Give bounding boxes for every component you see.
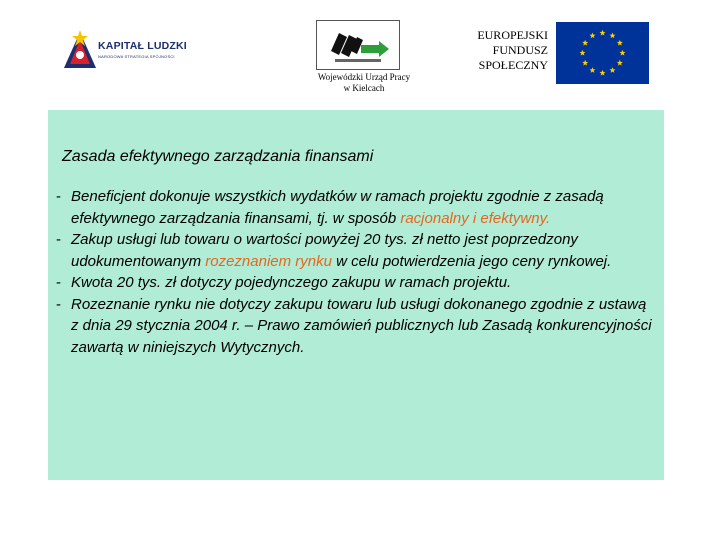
wup-logo xyxy=(316,20,400,70)
list-dash: - xyxy=(56,188,61,205)
list-item xyxy=(56,186,656,229)
eu-flag-icon xyxy=(556,22,649,84)
item-text: Rozeznanie rynku nie dotyczy zakupu towaru lub usługi dokonanego zgodnie z ustawą z dnia 29 stycznia 2004 r. – Prawo zamówień publicznych lub Zasadą konkurencyjności zawartą w niniejszych Wytycznych. xyxy=(71,295,652,356)
list-item xyxy=(56,272,656,294)
item-highlight: rozeznaniem rynku xyxy=(205,252,332,270)
eu-label-line1: EUROPEJSKI xyxy=(477,28,548,42)
rules-list xyxy=(56,186,656,358)
page-title: Zasada efektywnego zarządzania finansami xyxy=(62,148,374,165)
eu-label-line3: SPOŁECZNY xyxy=(478,58,548,72)
wup-caption-line2: w Kielcach xyxy=(343,83,385,93)
wup-caption-line1: Wojewódzki Urząd Pracy xyxy=(317,72,411,82)
list-dash: - xyxy=(56,295,61,313)
eu-label-line2: FUNDUSZ xyxy=(492,43,548,57)
wup-emblem-icon xyxy=(317,21,399,69)
list-dash: - xyxy=(56,231,61,248)
kapital-ludzki-title: KAPITAŁ LUDZKI xyxy=(98,40,187,52)
wup-caption xyxy=(294,72,434,94)
item-text: Zakup usługi lub towaru o wartości powyżej 20 tys. zł netto jest poprzedzony udokumentowanym xyxy=(71,231,578,270)
item-text-after: w celu potwierdzenia jego ceny rynkowej. xyxy=(331,252,612,270)
list-dash: - xyxy=(56,274,61,291)
item-text: Kwota 20 tys. zł dotyczy pojedynczego zakupu w ramach projektu. xyxy=(71,274,512,291)
kapital-ludzki-subtitle: NARODOWA STRATEGIA SPÓJNOŚCI xyxy=(98,54,175,59)
list-item xyxy=(56,294,656,359)
list-item xyxy=(56,229,656,272)
eu-fund-label xyxy=(448,28,548,73)
item-text: Beneficjent dokonuje wszystkich wydatków w ramach projektu zgodnie z zasadą efektywnego zarządzania finansami, tj. w sposób xyxy=(71,188,604,227)
item-highlight: racjonalny i efektywny. xyxy=(400,209,551,227)
